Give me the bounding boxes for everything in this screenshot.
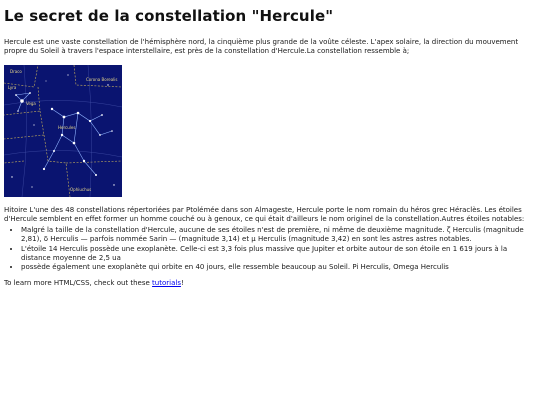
footer-paragraph (4, 279, 536, 288)
starmap-label-lyra: Lyra (8, 84, 17, 90)
footer-text-prefix: To learn more HTML/CSS, check out these (4, 278, 153, 287)
starmap-label-ophiuchus: Ophiuchus (70, 186, 92, 192)
tutorials-link[interactable]: tutorials (152, 278, 181, 287)
intro-paragraph: Hercule est une vaste constellation de l'hémisphère nord, la cinquième plus grande de la voûte céleste. L'apex solaire, la direction du mouvement propre du Soleil à travers l'espace interstellaire, est près de la constellation d'Hercule.La constellation ressemble à; (4, 38, 519, 56)
notable-stars-list (4, 226, 536, 272)
starmap-label-vega: Vega (26, 100, 36, 106)
page-title: Le secret de la constellation "Hercule" (4, 7, 334, 25)
footer-text-suffix: ! (180, 278, 184, 287)
starmap-label-corona: Corona Borealis (86, 76, 118, 82)
starmap-label-draco: Draco (10, 68, 22, 74)
history-paragraph: Hitoire L'une des 48 constellations répertoriées par Ptolémée dans son Almageste, Hercule porte le nom romain du héros grec Héraclès. Les étoiles d'Hercule semblent en effet former un homme couché ou à genoux, ce qui était d'ailleurs le nom originel de la constellation.Autres étoiles notables: (4, 205, 525, 223)
hercules-star-chart-image (4, 65, 122, 197)
list-item: • Malgré la taille de la constellation d'Hercule, aucune de ses étoiles n'est de première, ni même de deuxième magnitude. ζ Herculis (magnitude 2,81), δ Herculis — parfois nommée Sarin — (magnitude 3,14) et μ Herculis (magnitude 3,42) en sont les astres astres notables. (21, 226, 536, 245)
list-item: • possède également une exoplanète qui orbite en 40 jours, elle ressemble beaucoup au Soleil. Pi Herculis, Omega Herculis (21, 263, 536, 272)
list-item: • L'étoile 14 Herculis possède une exoplanète. Celle-ci est 3,3 fois plus massive que Jupiter et orbite autour de son étoile en 1 619 jours à la distance moyenne de 2,5 ua (21, 245, 536, 264)
starmap-label-hercules: Hercules (58, 124, 76, 130)
